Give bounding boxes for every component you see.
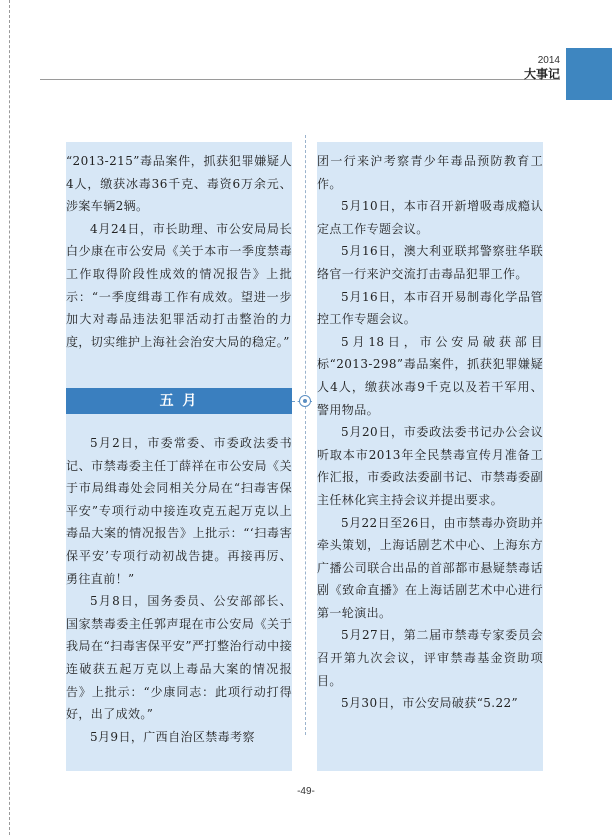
header-title: 大事记	[523, 67, 560, 81]
left-may-text	[66, 432, 292, 748]
paragraph: 5月30日，市公安局破获“5.22”	[341, 696, 519, 711]
page-number: -49-	[297, 786, 315, 797]
paragraph: 5月22日至26日，由市禁毒办资助并牵头策划，上海话剧艺术中心、上海东方广播公司联合出品的首部都市悬疑禁毒话剧《致命直播》在上海话剧艺术中心进行第一轮演出。	[317, 515, 543, 620]
paragraph: 5月2日，市委常委、市委政法委书记、市禁毒委主任丁薛祥在市公安局《关于市局缉毒处会同相关分局在“扫毒害保平安”专项行动中接连攻克五起万克以上毒品大案的情况报告》上批示：“‘扫毒害保平安’专项行动初战告捷。再接再厉、勇往直前！”	[66, 436, 292, 586]
divider-marker-icon	[299, 395, 311, 407]
page-edge-cut-line	[9, 0, 10, 835]
paragraph: 5月16日，澳大利亚联邦警察驻华联络官一行来沪交流打击毒品犯罪工作。	[317, 244, 543, 281]
paragraph: 5月27日，第二届市禁毒专家委员会召开第九次会议，评审禁毒基金资助项目。	[317, 628, 543, 688]
paragraph: 5月10日，本市召开新增吸毒成瘾认定点工作专题会议。	[317, 199, 543, 236]
paragraph: 5月9日，广西自治区禁毒考察	[90, 729, 255, 744]
paragraph: 5月18日，市公安局破获部目标“2013-298”毒品案件，抓获犯罪嫌疑人4人，缴获冰毒9千克以及若干军用、警用物品。	[317, 334, 543, 417]
paragraph: “2013-215”毒品案件，抓获犯罪嫌疑人4人，缴获冰毒36千克、毒资6万余元、涉案车辆2辆。	[66, 154, 292, 214]
paragraph: 5月20日，市委政法委书记办公会议听取本市2013年全民禁毒宣传月准备工作汇报，市委政法委副书记、市禁毒委副主任林化宾主持会议并提出要求。	[317, 425, 543, 507]
section-heading-may: 五 月	[66, 388, 292, 414]
paragraph: 5月8日，国务委员、公安部部长、国家禁毒委主任郭声琨在市公安局《关于我局在“扫毒害保平安”严打整治行动中接连破获五起万克以上毒品大案的情况报告》上批示：“少康同志：此项行动打得好，出了成效。”	[66, 594, 292, 722]
paragraph: 团一行来沪考察青少年毒品预防教育工作。	[317, 154, 543, 191]
header-year: 2014	[537, 55, 560, 66]
left-intro-text	[66, 150, 292, 353]
header-rule	[40, 79, 560, 80]
column-divider	[305, 135, 306, 735]
paragraph: 4月24日，市长助理、市公安局局长白少康在市公安局《关于本市一季度禁毒工作取得阶段性成效的情况报告》上批示：“一季度缉毒工作有成效。望进一步加大对毒品违法犯罪活动打击整治的力度，切实维护上海社会治安大局的稳定。”	[66, 221, 292, 349]
paragraph: 5月16日，本市召开易制毒化学品管控工作专题会议。	[317, 289, 543, 327]
right-column-text	[317, 150, 543, 715]
chapter-tab	[566, 48, 612, 100]
